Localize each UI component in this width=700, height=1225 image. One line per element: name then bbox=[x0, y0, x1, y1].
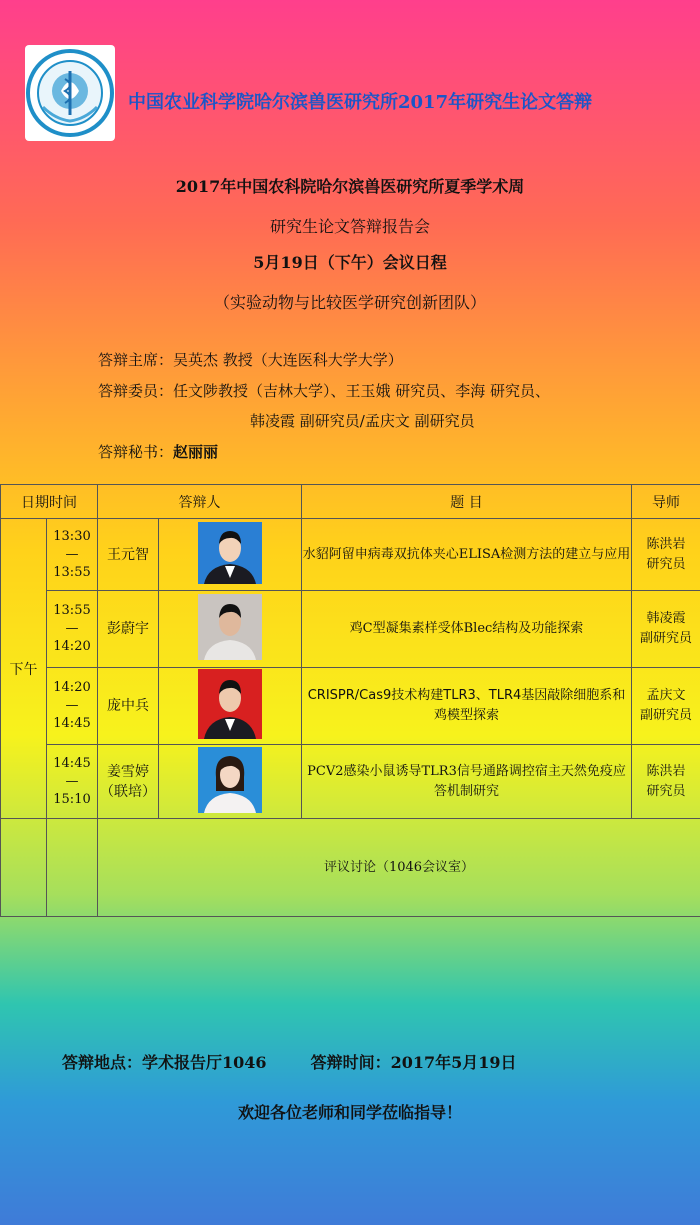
time-dash: — bbox=[65, 546, 79, 562]
time-start: 13:30 bbox=[53, 528, 91, 544]
table-row bbox=[1, 591, 700, 668]
advisor-title: 研究员 bbox=[646, 556, 686, 572]
student-photo-jiang bbox=[198, 747, 262, 813]
name-cell bbox=[98, 668, 159, 745]
session-cell: 下午 bbox=[1, 519, 47, 819]
topic-cell: 鸡C型凝集素样受体Blec结构及功能探索 bbox=[302, 591, 632, 668]
secretary-label: 答辩秘书： bbox=[98, 443, 174, 461]
committee-secretary bbox=[98, 441, 218, 462]
student-photo-peng bbox=[198, 594, 262, 660]
table-header-row bbox=[1, 485, 700, 519]
advisor-cell bbox=[632, 591, 700, 668]
members-label: 答辩委员： bbox=[98, 382, 174, 400]
header-topic: 题 目 bbox=[302, 485, 632, 519]
time-label: 答辩时间： bbox=[310, 1053, 391, 1072]
empty-cell bbox=[47, 819, 98, 917]
time-start: 14:45 bbox=[53, 755, 91, 771]
header-advisor: 导师 bbox=[632, 485, 700, 519]
time-end: 14:45 bbox=[53, 716, 91, 731]
chair-value: 吴英杰 教授（大连医科大学大学） bbox=[173, 351, 403, 369]
time-end: 13:55 bbox=[53, 564, 91, 580]
advisor-name: 陈洪岩 bbox=[646, 536, 686, 552]
time-dash: — bbox=[65, 698, 79, 713]
event-team: （实验动物与比较医学研究创新团队） bbox=[213, 293, 486, 312]
secretary-value: 赵丽丽 bbox=[173, 443, 219, 461]
advisor-name: 孟庆文 bbox=[646, 688, 686, 703]
members-value-line1: 任文陟教授（吉林大学）、王玉娥 研究员、李海 研究员、 bbox=[173, 382, 551, 400]
name-cell bbox=[98, 591, 159, 668]
time-start: 13:55 bbox=[53, 603, 91, 618]
table-row bbox=[1, 519, 700, 591]
advisor-title: 副研究员 bbox=[639, 708, 692, 723]
advisor-cell bbox=[632, 519, 700, 591]
time-start: 14:20 bbox=[53, 680, 91, 695]
institute-logo bbox=[25, 45, 115, 141]
time-dash: — bbox=[65, 621, 79, 636]
time-cell bbox=[47, 745, 98, 819]
page-title: 中国农业科学院哈尔滨兽医研究所2017年研究生论文答辩 bbox=[128, 92, 593, 113]
committee-chair bbox=[98, 349, 403, 370]
advisor-name: 陈洪岩 bbox=[646, 763, 686, 779]
time-dash: — bbox=[65, 773, 79, 789]
defender-note: （联培） bbox=[100, 783, 156, 800]
defender-name: 庞中兵 bbox=[107, 698, 149, 714]
topic-cell: PCV2感染小鼠诱导TLR3信号通路调控宿主天然免疫应答机制研究 bbox=[302, 745, 632, 819]
advisor-title: 副研究员 bbox=[639, 631, 692, 646]
photo-cell bbox=[159, 519, 302, 591]
welcome-message: 欢迎各位老师和同学莅临指导！ bbox=[237, 1103, 462, 1122]
time-value: 2017年5月19日 bbox=[390, 1053, 517, 1072]
advisor-title: 研究员 bbox=[646, 783, 686, 799]
student-photo-pang bbox=[198, 669, 262, 739]
advisor-cell bbox=[632, 668, 700, 745]
student-photo-wang bbox=[198, 522, 262, 584]
location-label: 答辩地点： bbox=[62, 1053, 143, 1072]
chair-label: 答辩主席： bbox=[98, 351, 174, 369]
time-cell bbox=[47, 668, 98, 745]
defender-name: 王元智 bbox=[107, 546, 149, 563]
photo-cell bbox=[159, 745, 302, 819]
advisor-name: 韩凌霞 bbox=[646, 611, 686, 626]
event-date: 5月19日（下午）会议日程 bbox=[253, 253, 447, 272]
defender-name: 姜雪婷 bbox=[107, 763, 149, 780]
event-subtitle: 研究生论文答辩报告会 bbox=[269, 217, 430, 236]
photo-cell bbox=[159, 668, 302, 745]
defender-name: 彭蔚宇 bbox=[107, 621, 149, 637]
name-cell bbox=[98, 745, 159, 819]
name-cell bbox=[98, 519, 159, 591]
committee-members bbox=[98, 380, 550, 401]
empty-cell bbox=[1, 819, 47, 917]
advisor-cell bbox=[632, 745, 700, 819]
header-defender: 答辩人 bbox=[98, 485, 302, 519]
discussion-cell: 评议讨论（1046会议室） bbox=[98, 819, 700, 917]
event-title: 2017年中国农科院哈尔滨兽医研究所夏季学术周 bbox=[175, 177, 525, 196]
photo-cell bbox=[159, 591, 302, 668]
time-cell bbox=[47, 591, 98, 668]
time-end: 15:10 bbox=[53, 791, 91, 807]
committee-members-line2: 韩凌霞 副研究员/孟庆文 副研究员 bbox=[250, 412, 475, 430]
time-end: 14:20 bbox=[53, 639, 91, 654]
topic-cell: CRISPR/Cas9技术构建TLR3、TLR4基因敲除细胞系和鸡模型探索 bbox=[302, 668, 632, 745]
table-row bbox=[1, 745, 700, 819]
footer-details bbox=[62, 1050, 517, 1073]
time-cell bbox=[47, 519, 98, 591]
discussion-row bbox=[1, 819, 700, 917]
schedule-table bbox=[0, 484, 700, 917]
location-value: 学术报告厅1046 bbox=[142, 1053, 267, 1072]
table-row bbox=[1, 668, 700, 745]
topic-cell: 水貂阿留申病毒双抗体夹心ELISA检测方法的建立与应用 bbox=[302, 519, 632, 591]
header-datetime: 日期时间 bbox=[1, 485, 98, 519]
logo-emblem-icon bbox=[25, 45, 115, 141]
